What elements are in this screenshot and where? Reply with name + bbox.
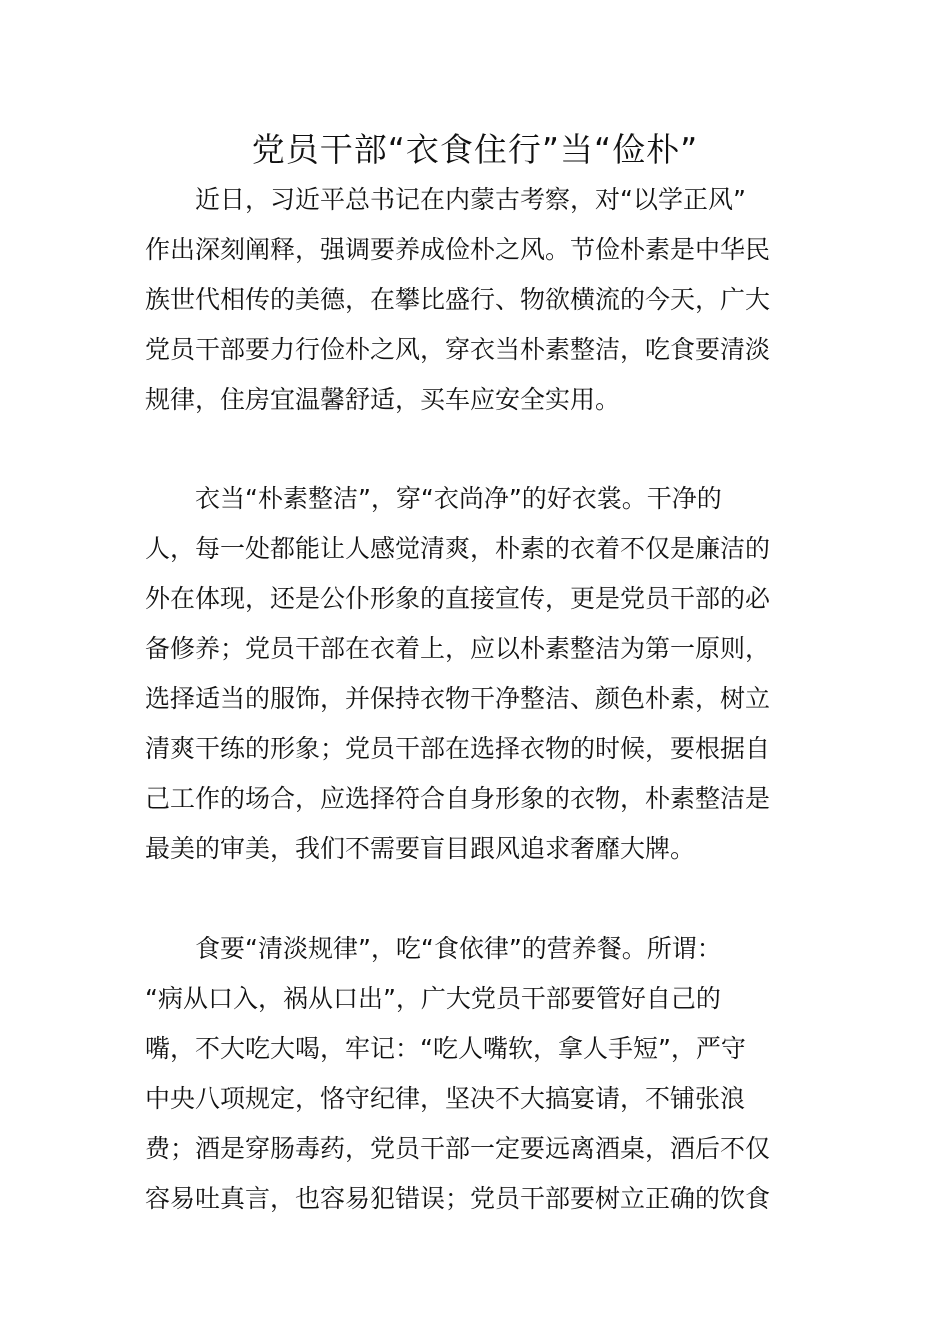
paragraph-line: 规律，住房宜温馨舒适，买车应安全实用。	[145, 385, 621, 414]
paragraph-line: 容易吐真言，也容易犯错误；党员干部要树立正确的饮食	[145, 1184, 771, 1213]
paragraph-food	[145, 924, 809, 1224]
paragraph-line: “病从口入，祸从口出”，广大党员干部要管好自己的	[145, 984, 721, 1013]
paragraph-line: 近日，习近平总书记在内蒙古考察，对“以学正风”	[145, 185, 746, 214]
paragraph-line: 中央八项规定，恪守纪律，坚决不大搞宴请，不铺张浪	[145, 1084, 746, 1113]
paragraph-line: 费；酒是穿肠毒药，党员干部一定要远离酒桌，酒后不仅	[145, 1134, 771, 1163]
paragraph-line: 清爽干练的形象；党员干部在选择衣物的时候，要根据自	[145, 734, 771, 763]
paragraph-line: 食要“清淡规律”，吃“食依律”的营养餐。所谓：	[145, 934, 722, 963]
paragraph-line: 最美的审美，我们不需要盲目跟风追求奢靡大牌。	[145, 834, 696, 863]
paragraph-clothing	[145, 474, 809, 874]
paragraph-line: 外在体现，还是公仆形象的直接宣传，更是党员干部的必	[145, 584, 771, 613]
paragraph-line: 人，每一处都能让人感觉清爽，朴素的衣着不仅是廉洁的	[145, 534, 771, 563]
paragraph-line: 选择适当的服饰，并保持衣物干净整洁、颜色朴素，树立	[145, 684, 771, 713]
document-title: 党员干部“衣食住行”当“俭朴”	[251, 130, 699, 169]
paragraph-line: 族世代相传的美德，在攀比盛行、物欲横流的今天，广大	[145, 285, 771, 314]
paragraph-line: 备修养；党员干部在衣着上，应以朴素整洁为第一原则，	[145, 634, 771, 663]
paragraph-line: 嘴，不大吃大喝，牢记：“吃人嘴软，拿人手短”，严守	[145, 1034, 746, 1063]
paragraph-intro	[145, 175, 809, 425]
paragraph-line: 党员干部要力行俭朴之风，穿衣当朴素整洁，吃食要清淡	[145, 335, 771, 364]
paragraph-line: 己工作的场合，应选择符合自身形象的衣物，朴素整洁是	[145, 784, 771, 813]
paragraph-line: 衣当“朴素整洁”，穿“衣尚净”的好衣裳。干净的	[145, 484, 722, 513]
paragraph-line: 作出深刻阐释，强调要养成俭朴之风。节俭朴素是中华民	[145, 235, 771, 264]
